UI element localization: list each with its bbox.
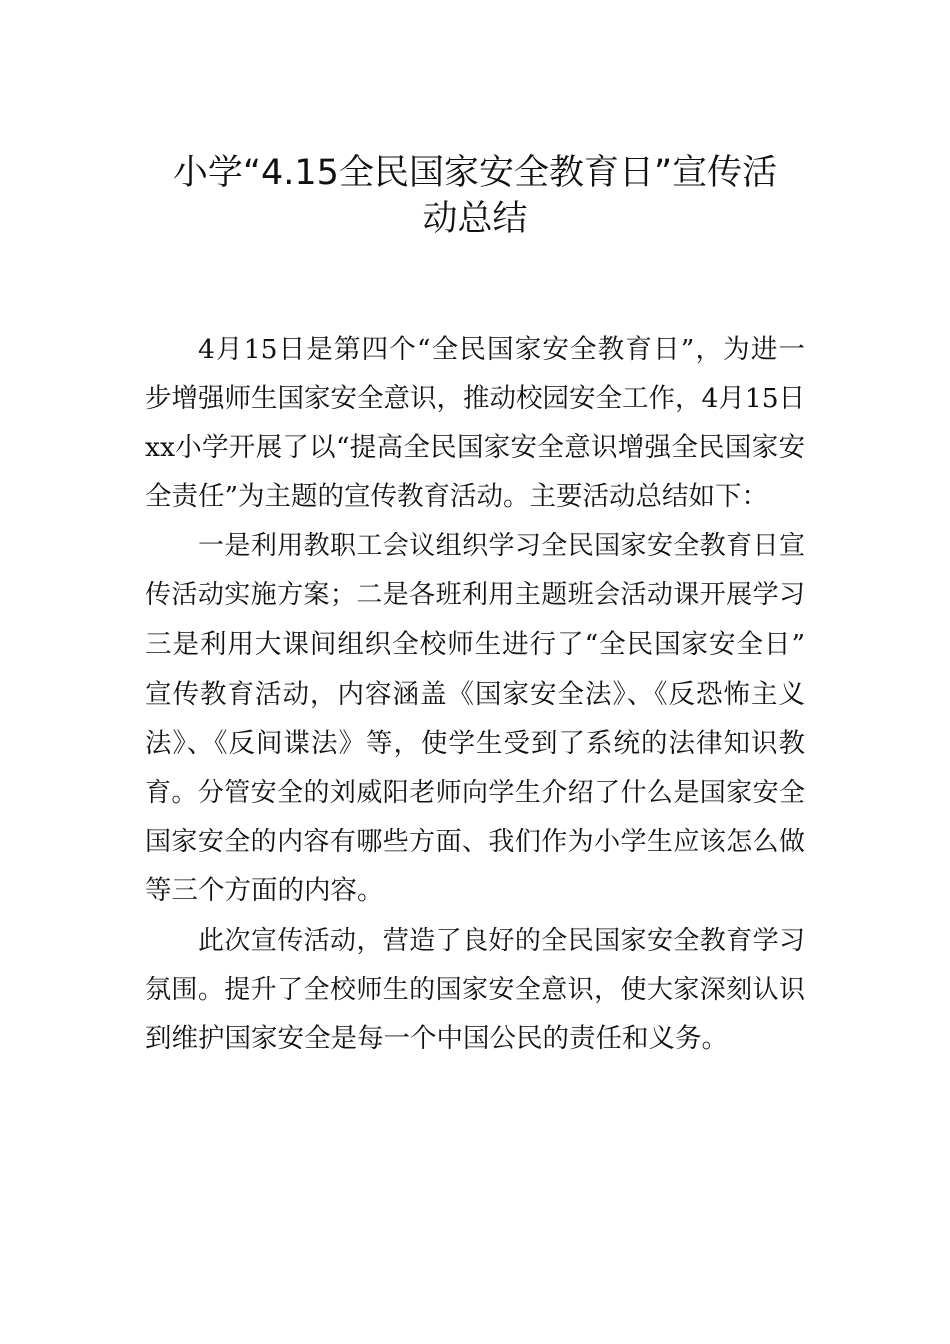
paragraph-2-line-1: 一是利用教职工会议组织学习全民国家安全教育日宣 xyxy=(198,531,805,561)
paragraph-1-line-2: 步增强师生国家安全意识，推动校园安全工作，4月15日 xyxy=(145,383,805,414)
paragraph-2-line-3: 三是利用大课间组织全校师生进行了“全民国家安全日” xyxy=(145,629,805,660)
paragraph-3-line-3: 到维护国家安全是每一个中国公民的责任和义务。 xyxy=(145,1023,728,1054)
paragraph-2-line-6: 育。分管安全的刘威阳老师向学生介绍了什么是国家安全 xyxy=(145,778,805,808)
paragraph-2-line-8: 等三个方面的内容。 xyxy=(145,875,384,906)
paragraph-2-line-2: 传活动实施方案；二是各班利用主题班会活动课开展学习 xyxy=(145,580,805,610)
paragraph-3-line-2: 氛围。提升了全校师生的国家安全意识，使大家深刻认识 xyxy=(145,975,805,1005)
document-title-line-1: 小学“4.15全民国家安全教育日”宣传活 xyxy=(172,153,778,193)
paragraph-1-line-1: 4月15日是第四个“全民国家安全教育日”，为进一 xyxy=(198,334,805,365)
paragraph-1-line-4: 全责任”为主题的宣传教育活动。主要活动总结如下： xyxy=(145,481,769,512)
document-title-line-2: 动总结 xyxy=(422,199,528,239)
paragraph-1-line-3: xx小学开展了以“提高全民国家安全意识增强全民国家安 xyxy=(145,432,805,463)
paragraph-2-line-5: 法》、《反间谍法》等，使学生受到了系统的法律知识教 xyxy=(145,728,805,759)
paragraph-2-line-7: 国家安全的内容有哪些方面、我们作为小学生应该怎么做 xyxy=(145,827,805,857)
paragraph-3-line-1: 此次宣传活动，营造了良好的全民国家安全教育学习 xyxy=(198,926,805,956)
paragraph-2-line-4: 宣传教育活动，内容涵盖《国家安全法》、《反恐怖主义 xyxy=(145,679,805,710)
